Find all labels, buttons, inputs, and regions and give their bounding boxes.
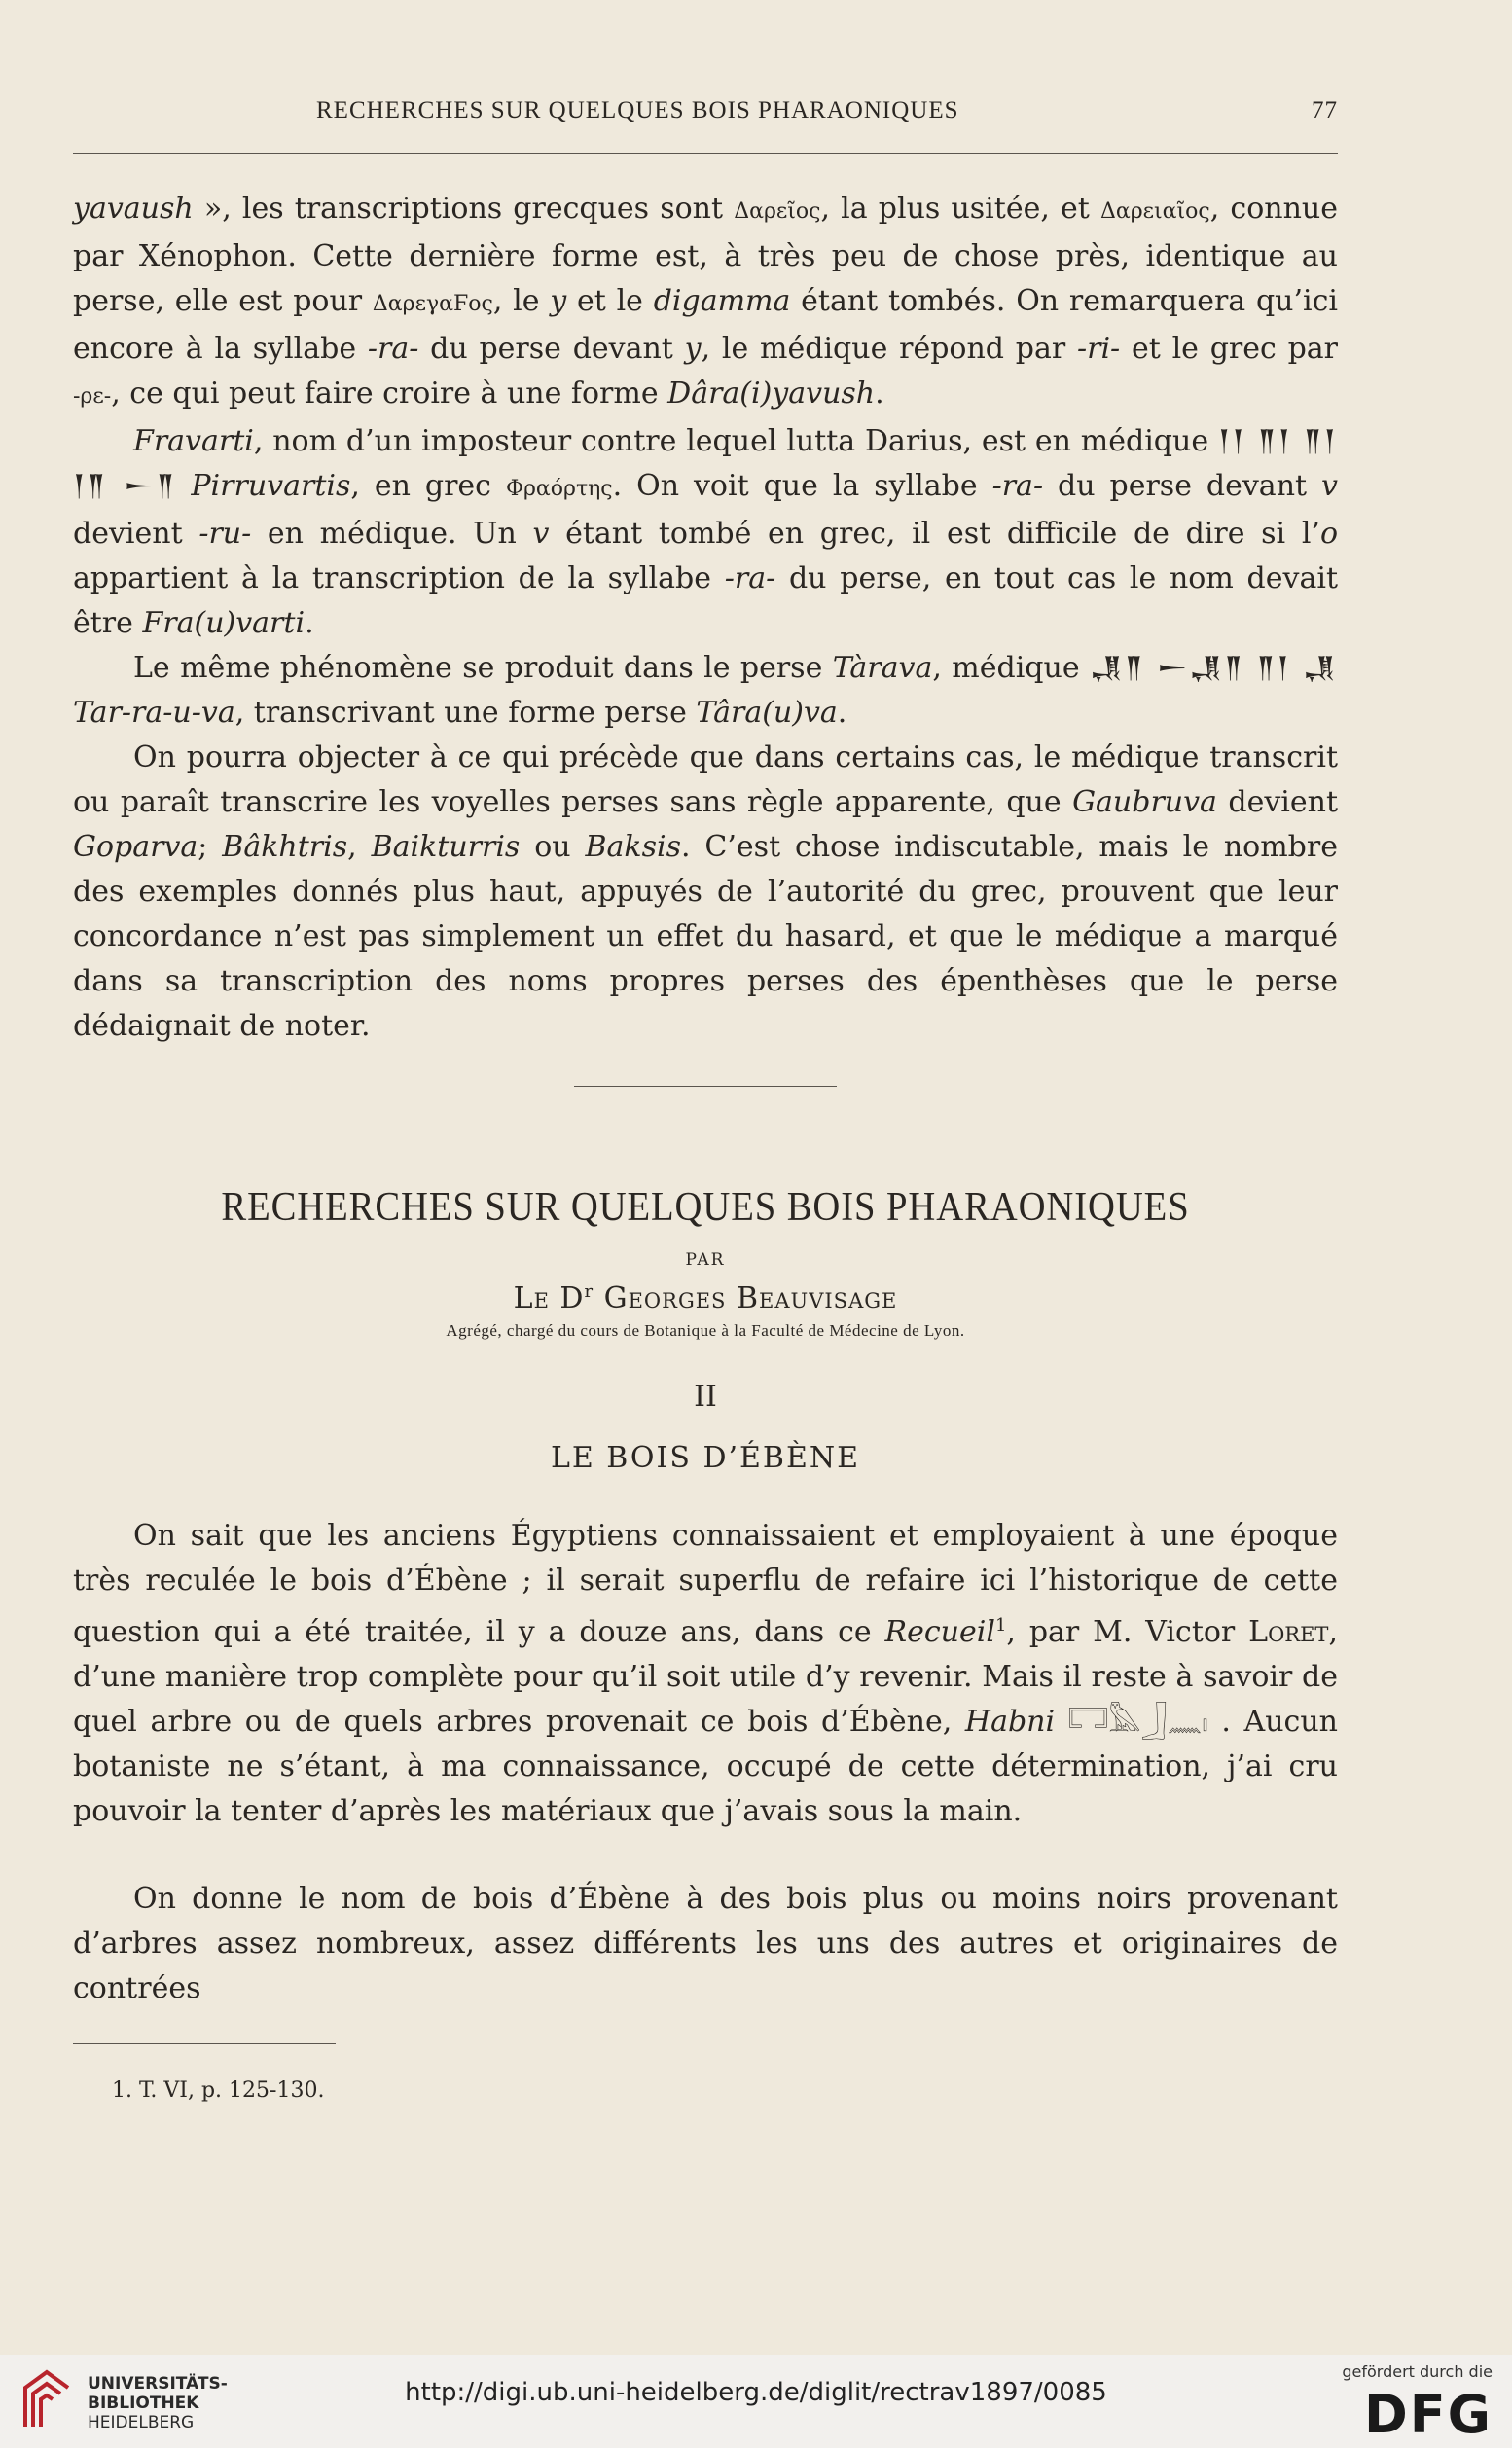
text: .: [837, 696, 847, 730]
text: .: [305, 606, 314, 640]
text: devient: [1216, 785, 1339, 819]
word: Tar-ra-u-va: [73, 696, 235, 730]
word: Baksis: [585, 830, 681, 864]
text: . On voit que la syllabe: [612, 469, 992, 503]
paragraph-gap: [73, 1834, 1338, 1877]
word: Tàrava: [832, 651, 933, 685]
part-number: II: [694, 1380, 717, 1414]
footnote: 1. T. VI, p. 125-130.: [112, 2078, 325, 2103]
text: du perse devant: [418, 332, 685, 366]
text: , nom d’un imposteur contre lequel lutta Darius, est en médique: [253, 424, 1218, 458]
text: étant tombé en grec, il est difficile de dire si l’: [549, 517, 1320, 551]
cuneiform-glyphs: 𒂗𒈫 𒀸𒂗𒈫 𒈫𒁹 𒂗: [1089, 651, 1338, 685]
cuneiform-glyphs: 𒁹𒁹 𒈫𒁹 𒈫𒁹 𒁹𒈫 𒀸𒈫: [73, 424, 1338, 503]
text: étant tombés. On remarquera qu’ici encore à la syllabe: [73, 284, 1338, 366]
word: y: [550, 284, 567, 318]
word: -ra-: [991, 469, 1044, 503]
word: Recueil: [884, 1615, 995, 1649]
word: Bâkhtris: [222, 830, 348, 864]
library-line: BIBLIOTHEK: [88, 2394, 199, 2413]
text: , le médique répond par: [701, 332, 1077, 366]
word: Goparva: [73, 830, 198, 864]
text: [176, 469, 191, 503]
word: yavaush: [73, 192, 194, 226]
text: , transcrivant une forme perse: [234, 696, 697, 730]
word: v: [532, 517, 550, 551]
text: ;: [198, 830, 223, 864]
body-text: [73, 187, 1338, 2011]
paragraph-6: [73, 1877, 1338, 2011]
footnote-ref: 1: [994, 1615, 1007, 1636]
text: . C’est chose indiscutable, mais le nombre des exemples donnés plus haut, appuyés de l’autorité du grec, prouvent que leur concordance n’est pas simplement un effet du hasard, et que le médique a marqué dans sa transcription des noms propres perses des épenthèses que le perse dédaignait de noter.: [73, 830, 1338, 1043]
text: appartient à la transcription de la syllabe: [73, 561, 725, 595]
author-name: [73, 1281, 1338, 1315]
article-title: RECHERCHES SUR QUELQUES BOIS PHARAONIQUES: [221, 1185, 1190, 1230]
text: On pourra objecter à ce qui précède que dans certains cas, le médique transcrit ou paraît transcrire les voyelles perses sans règle apparente, que: [73, 740, 1338, 819]
page-number: 77: [1312, 97, 1338, 124]
greek-word: Δαρειαῖος: [1099, 199, 1210, 224]
word: Baikturris: [371, 830, 521, 864]
source-url[interactable]: http://digi.ub.uni-heidelberg.de/diglit/rectrav1897/0085: [405, 2378, 1107, 2407]
library-line: UNIVERSITÄTS-: [88, 2374, 228, 2394]
text: , le: [492, 284, 551, 318]
paragraph-3: [73, 646, 1338, 736]
text: . Aucun botaniste ne s’étant, à ma connaissance, occupé de cette détermination, j’ai cru pouvoir la tenter d’après les matériaux que j’avais sous la main.: [73, 1705, 1338, 1828]
word: Habni: [964, 1705, 1056, 1739]
text: On sait que les anciens Égyptiens connaissaient et employaient à une époque très reculée le bois d’Ébène ; il serait superflu de refaire ici l’historique de cette question qui a été traitée, il y a douze ans, dans ce: [73, 1519, 1338, 1649]
section-separator: [574, 1086, 837, 1087]
author-title: Le D: [513, 1281, 585, 1315]
dfg-logo: DFG: [1363, 2384, 1493, 2445]
greek-word: -ρε-: [73, 384, 112, 409]
hieroglyphs: 𓉐𓅓𓃀𓈖𓏤: [1055, 1705, 1222, 1739]
word: Fravarti: [133, 424, 254, 458]
byline-par: PAR: [685, 1250, 726, 1270]
author-fullname: Georges Beauvisage: [594, 1281, 898, 1315]
word: Fra(u)varti: [142, 606, 306, 640]
text: , d’une manière trop complète pour qu’il soit utile d’y revenir. Mais il reste à savoir de quel arbre ou de quels arbres provenait ce bois d’Ébène,: [73, 1615, 1338, 1739]
text: et le: [566, 284, 654, 318]
text: en médique. Un: [251, 517, 533, 551]
paragraph-5: [73, 1514, 1338, 1834]
text: ou: [520, 830, 586, 864]
word: o: [1319, 517, 1339, 551]
word: -ra-: [724, 561, 776, 595]
author-affiliation: Agrégé, chargé du cours de Botanique à la Faculté de Médecine de Lyon.: [446, 1321, 965, 1340]
funding-label: gefördert durch die: [1342, 2362, 1493, 2381]
text: , en grec: [350, 469, 506, 503]
text: et le grec par: [1120, 332, 1339, 366]
running-title: RECHERCHES SUR QUELQUES BOIS PHARAONIQUES: [316, 97, 959, 124]
footnote-rule: [73, 2043, 336, 2044]
text: , la plus usitée, et: [820, 192, 1100, 226]
text: du perse devant: [1043, 469, 1322, 503]
text: .: [875, 377, 884, 411]
digitization-footer: [0, 2355, 1512, 2448]
author-title-sup: r: [584, 1281, 594, 1302]
section-title: LE BOIS D’ÉBÈNE: [550, 1441, 861, 1475]
text: On donne le nom de bois d’Ébène à des bois plus ou moins noirs provenant d’arbres assez nombreux, assez différents les uns des autres et originaires de contrées: [73, 1882, 1338, 2005]
text: du perse, en tout cas le nom devait être: [73, 561, 1338, 640]
text: , médique: [932, 651, 1090, 685]
word: Gaubruva: [1072, 785, 1217, 819]
word: -ra-: [367, 332, 419, 366]
text: », les transcriptions grecques sont: [193, 192, 735, 226]
greek-word: Φραόρτης: [505, 477, 613, 501]
header-rule: [73, 153, 1338, 154]
text: , par M. Victor: [1006, 1615, 1249, 1649]
word: Dâra(i)yavush: [667, 377, 876, 411]
name-smallcaps: Loret: [1248, 1615, 1329, 1649]
paragraph-1: [73, 187, 1338, 419]
word: y: [684, 332, 702, 366]
paragraph-4: [73, 736, 1338, 1049]
greek-word: Δαρεῖος: [734, 199, 821, 224]
greek-word: ΔαρεγαϜος: [372, 292, 493, 316]
paragraph-2: [73, 419, 1338, 646]
text: , connue par Xénophon. Cette dernière forme est, à très peu de chose près, identique au perse, elle est pour: [73, 192, 1338, 318]
library-line: HEIDELBERG: [88, 2413, 195, 2432]
word: Pirruvartis: [191, 469, 351, 503]
word: Târa(u)va: [696, 696, 838, 730]
word: -ru-: [198, 517, 252, 551]
word: digamma: [653, 284, 791, 318]
text: devient: [73, 517, 199, 551]
text: ,: [347, 830, 372, 864]
text: , ce qui peut faire croire à une forme: [111, 377, 668, 411]
word: v: [1321, 469, 1338, 503]
word: -ri-: [1076, 332, 1121, 366]
text: Le même phénomène se produit dans le perse: [133, 651, 833, 685]
